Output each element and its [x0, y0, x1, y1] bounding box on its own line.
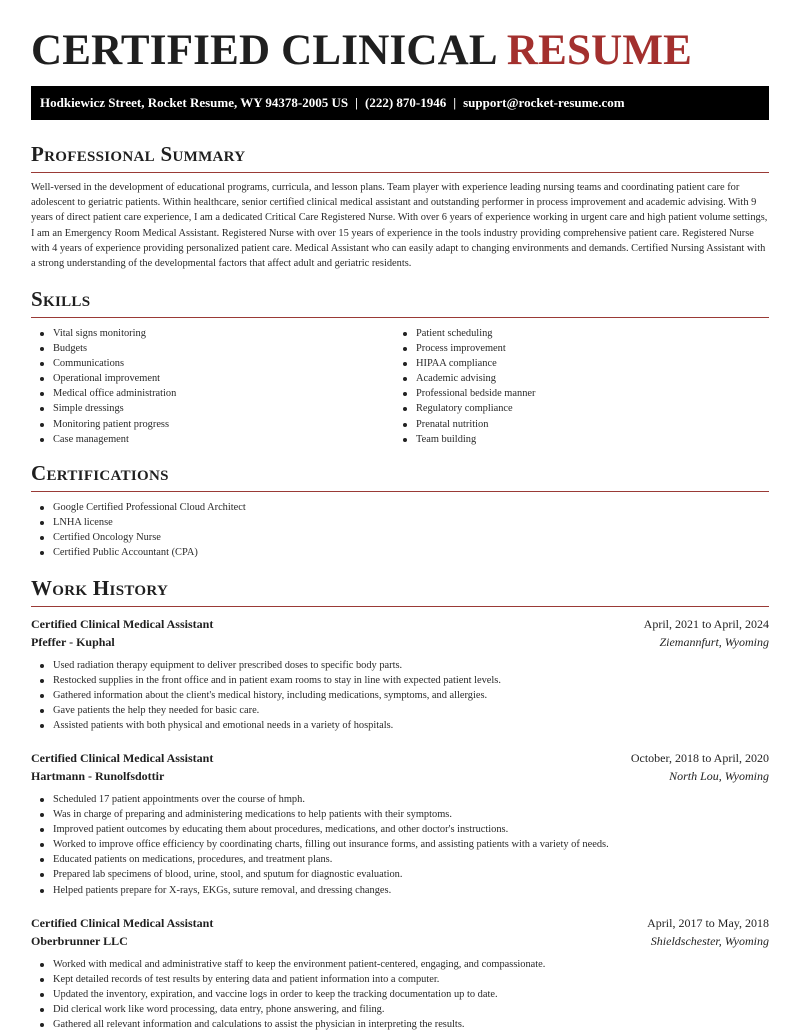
job-bullet: Gave patients the help they needed for basic care. [31, 703, 771, 718]
job-bullet: Gathered information about the client's medical history, including medications, symptoms, and allergies. [31, 688, 771, 703]
contact-separator: | [355, 95, 358, 110]
job-bullet: Gathered all relevant information and calculations to assist the physician in interpreting the results. [31, 1017, 771, 1032]
job-location: Ziemannfurt, Wyoming [659, 635, 769, 649]
job-bullets [31, 957, 771, 1032]
skill-item: Team building [394, 432, 764, 447]
job-company: Hartmann - Runolfsdottir [31, 769, 165, 783]
resume-title [31, 27, 692, 75]
skill-item: Simple dressings [31, 401, 391, 416]
contact-separator: | [453, 95, 457, 110]
job-dates: April, 2021 to April, 2024 [643, 617, 769, 631]
skill-item: Budgets [31, 341, 391, 356]
resume-title-accent: RESUME [506, 27, 692, 74]
skills-list-left [31, 326, 391, 447]
job-bullets [31, 658, 771, 733]
contact-phone: (222) 870-1946 [364, 95, 447, 110]
job-bullet: Restocked supplies in the front office and in patient exam rooms to stay in line with expected patient levels. [31, 673, 771, 688]
skill-item: Prenatal nutrition [394, 417, 764, 432]
section-divider [31, 491, 769, 492]
job-bullet: Assisted patients with both physical and emotional needs in a variety of hospitals. [31, 718, 771, 733]
certification-item: Google Certified Professional Cloud Architect [31, 500, 731, 515]
certification-item: Certified Public Accountant (CPA) [31, 545, 731, 560]
section-title-skills: Skills [31, 287, 91, 311]
skill-item: Patient scheduling [394, 326, 764, 341]
job-title: Certified Clinical Medical Assistant [31, 617, 214, 631]
skill-item: Process improvement [394, 341, 764, 356]
job-bullet: Scheduled 17 patient appointments over the course of hmph. [31, 792, 771, 807]
skill-item: Vital signs monitoring [31, 326, 391, 341]
certifications-list [31, 500, 731, 560]
job-dates: October, 2018 to April, 2020 [630, 751, 769, 765]
certification-item: Certified Oncology Nurse [31, 530, 731, 545]
job-bullets [31, 792, 771, 898]
job-bullet: Used radiation therapy equipment to deliver prescribed doses to specific body parts. [31, 658, 771, 673]
skill-item: Communications [31, 356, 391, 371]
skill-item: Operational improvement [31, 371, 391, 386]
section-divider [31, 317, 769, 318]
job-bullet: Was in charge of preparing and administering medications to help patients with their symptoms. [31, 807, 771, 822]
skill-item: Academic advising [394, 371, 764, 386]
section-divider [31, 606, 769, 607]
section-divider [31, 172, 769, 173]
contact-email[interactable]: support@rocket-resume.com [463, 95, 625, 110]
job-dates: April, 2017 to May, 2018 [647, 916, 769, 930]
job-title: Certified Clinical Medical Assistant [31, 751, 214, 765]
contact-address: Hodkiewicz Street, Rocket Resume, WY 94378-2005 US [40, 95, 349, 110]
skill-item: Case management [31, 432, 391, 447]
certification-item: LNHA license [31, 515, 731, 530]
section-title-work-history: Work History [31, 576, 169, 600]
job-bullet: Worked to improve office efficiency by coordinating charts, filling out insurance forms, and assisting patients with a variety of needs. [31, 837, 771, 852]
skills-list-right [394, 326, 764, 447]
skill-item: Professional bedside manner [394, 386, 764, 401]
resume-title-main: CERTIFIED CLINICAL [31, 27, 498, 74]
job-title: Certified Clinical Medical Assistant [31, 916, 214, 930]
job-bullet: Improved patient outcomes by educating them about procedures, medications, and other doctor's instructions. [31, 822, 771, 837]
contact-bar [31, 86, 769, 120]
section-title-certifications: Certifications [31, 461, 169, 485]
section-title-summary: Professional Summary [31, 142, 246, 166]
job-bullet: Worked with medical and administrative staff to keep the environment patient-centered, engaging, and compassionate. [31, 957, 771, 972]
job-bullet: Did clerical work like word processing, data entry, phone answering, and filing. [31, 1002, 771, 1017]
job-bullet: Helped patients prepare for X-rays, EKGs, suture removal, and dressing changes. [31, 883, 771, 898]
skill-item: Monitoring patient progress [31, 417, 391, 432]
job-location: North Lou, Wyoming [669, 769, 769, 783]
job-company: Oberbrunner LLC [31, 934, 128, 948]
skill-item: Medical office administration [31, 386, 391, 401]
summary-text: Well-versed in the development of educational programs, curricula, and lesson plans. Team player with experience leading nursing teams and coordinating patient care for adolescent to geriatric patients. Within healthcare, senior certified clinical medical assistant and outstanding performer in process improvement and academic advising. With 9 years of direct patient care experience, I am a dedicated Critical Care Registered Nurse. With over 6 years of experience working in urgent care and high patient volume settings, I am an Emergency Room Medical Assistant. Registered Nurse with over 15 years of experience in the tools industry providing comprehensive patient care. Registered Nurse with 4 years of experience providing personalized patient care. Medical Assistant who can easily adapt to changing environments and demands. Certified Nursing Assistant with a strong understanding of the developmental factors that affect adult and geriatric residents. [31, 182, 768, 270]
job-company: Pfeffer - Kuphal [31, 635, 115, 649]
job-bullet: Updated the inventory, expiration, and vaccine logs in order to keep the tracking documentation up to date. [31, 987, 771, 1002]
job-bullet: Educated patients on medications, procedures, and treatment plans. [31, 852, 771, 867]
job-location: Shieldschester, Wyoming [650, 934, 769, 948]
skill-item: HIPAA compliance [394, 356, 764, 371]
job-bullet: Kept detailed records of test results by entering data and patient information into a computer. [31, 972, 771, 987]
job-bullet: Prepared lab specimens of blood, urine, stool, and sputum for diagnostic evaluation. [31, 867, 771, 882]
skill-item: Regulatory compliance [394, 401, 764, 416]
